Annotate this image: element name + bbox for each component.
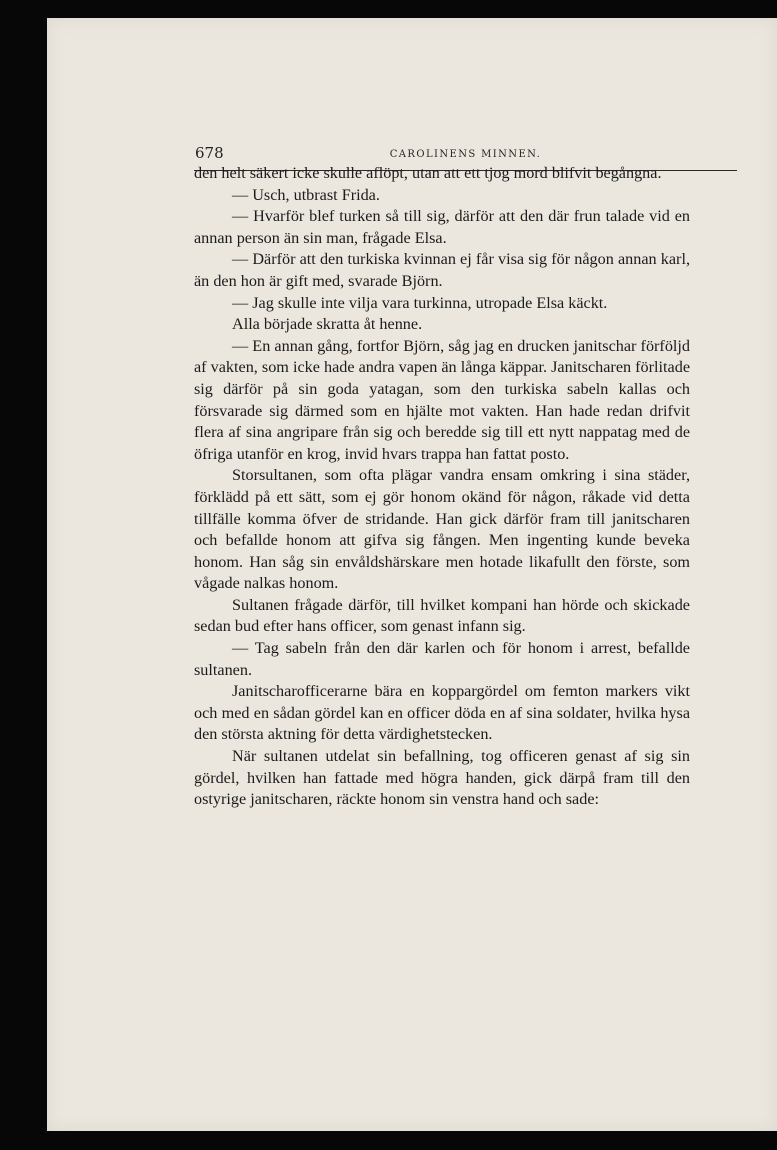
paragraph: den helt säkert icke skulle aflöpt, utan att ett tjog mord blifvit begångna. — [194, 164, 662, 182]
paragraph: Janitscharofficerarne bära en koppargördel om femton markers vikt och med en sådan gördel kan en officer döda en af sina soldater, hvilka hysa den största aktning för detta värdighetstecken. — [194, 682, 690, 744]
paragraph: Sultanen frågade därför, till hvilket kompani han hörde och skickade sedan bud efter hans officer, som genast infann sig. — [194, 595, 690, 636]
body-text — [194, 163, 690, 811]
running-title: CAROLINENS MINNEN. — [389, 149, 542, 160]
page-number: 678 — [195, 144, 224, 162]
paragraph: Alla började skratta åt henne. — [232, 315, 423, 334]
paragraph: — Därför att den turkiska kvinnan ej får visa sig för någon annan karl, än den hon är gift med, svarade Björn. — [194, 250, 690, 290]
paragraph: När sultanen utdelat sin befallning, tog officeren genast af sig sin gördel, hvilken han fattade med högra handen, gick därpå fram till den ostyrige janitscharen, räckte honom sin venstra hand och sade: — [194, 747, 690, 809]
paragraph: — Jag skulle inte vilja vara turkinna, utropade Elsa käckt. — [232, 293, 608, 312]
paragraph: — Hvarför blef turken så till sig, därför att den där frun talade vid en annan person än sin man, frågade Elsa. — [194, 207, 690, 247]
paragraph: — Usch, utbrast Frida. — [232, 185, 380, 204]
paragraph: — Tag sabeln från den där karlen och för honom i arrest, befallde sultanen. — [194, 639, 690, 679]
paragraph: Storsultanen, som ofta plägar vandra ensam omkring i sina städer, förklädd på ett sätt, som ej gör honom okänd för någon, råkade vid detta tillfälle komma öfver de stridande. Han gick därför fram till janitscharen och befallde honom att gifva sig fången. Men ingenting kunde beveka honom. Han såg sin envåldshärskare men hotade likafullt den förste, som vågade nalkas honom. — [194, 466, 690, 593]
paragraph: — En annan gång, fortfor Björn, såg jag en drucken janitschar förföljd af vakten, som icke hade andra vapen än långa käppar. Janitscharen förlitade sig därför på sin goda yatagan, som den turkiska sabeln kallas och försvarade sig därmed som en hjälte mot vakten. Han hade redan drifvit flera af sina angripare från sig och beredde sig till ett nytt nappatag med de öfriga utanför en krog, invid hvars trappa han fattat posto. — [194, 336, 690, 463]
